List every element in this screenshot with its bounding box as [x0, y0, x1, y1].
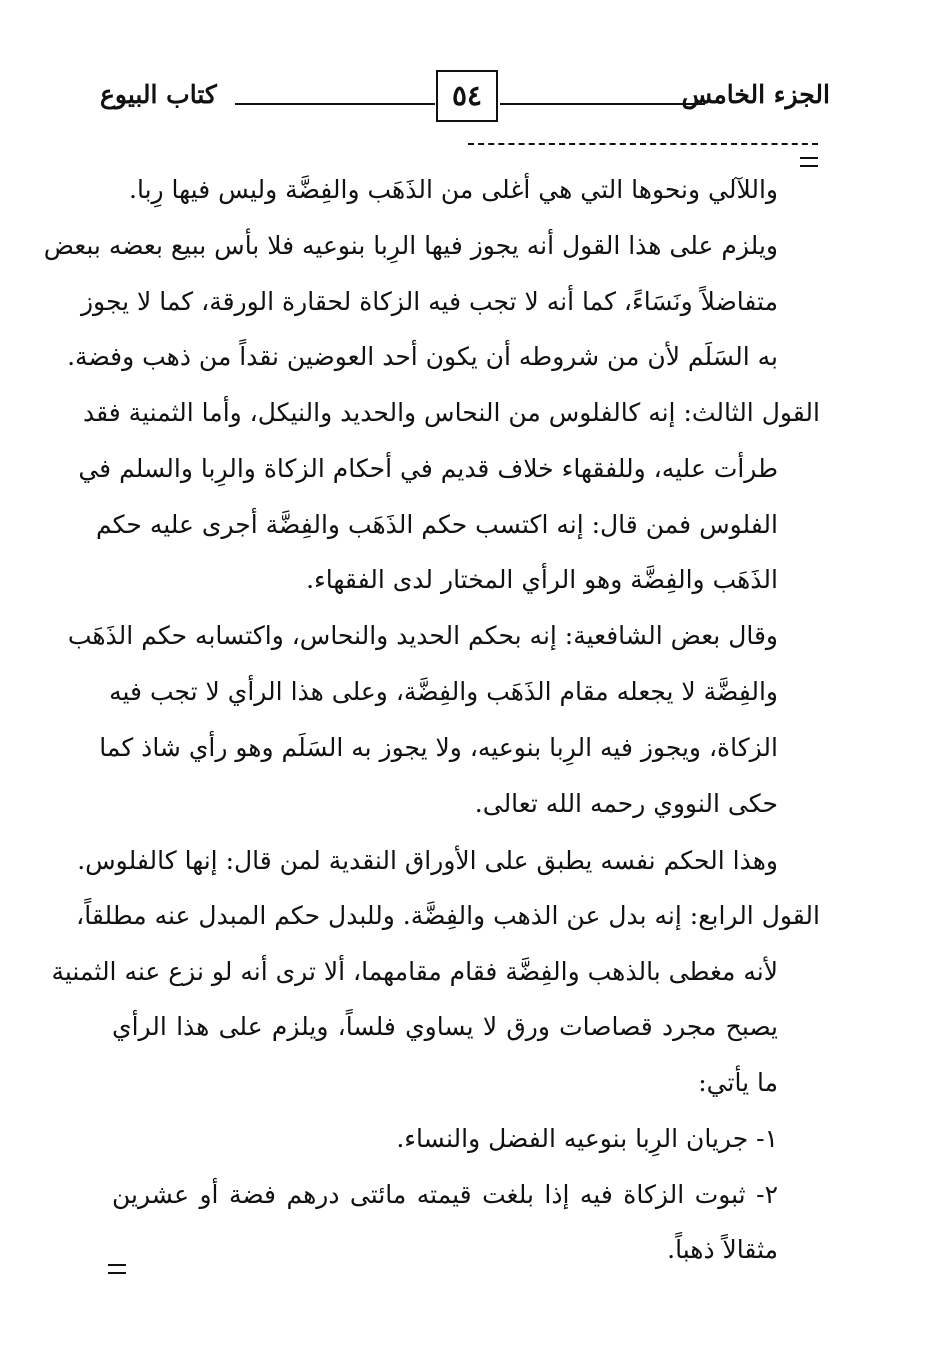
text-line: الزكاة، ويجوز فيه الرِبا بنوعيه، ولا يجوز به السَلَم وهو رأي شاذ كما — [99, 733, 778, 762]
text-line: مثقالاً ذهباً. — [667, 1235, 778, 1264]
text-line: ما يأتي: — [698, 1068, 778, 1097]
text-line: الذَهَب والفِضَّة وهو الرأي المختار لدى الفقهاء. — [306, 565, 778, 594]
text-line: ويلزم على هذا القول أنه يجوز فيها الرِبا بنوعيه فلا بأس ببيع بعضه ببعض — [43, 231, 778, 260]
text-line: يصبح مجرد قصاصات ورق لا يساوي فلساً، ويلزم على هذا الرأي — [112, 1012, 778, 1041]
text-line: طرأت عليه، وللفقهاء خلاف قديم في أحكام الزكاة والرِبا والسلم في — [78, 454, 778, 483]
text-line: حكى النووي رحمه الله تعالى. — [474, 789, 778, 818]
text-line: القول الثالث: إنه كالفلوس من النحاس والحديد والنيكل، وأما الثمنية فقد — [83, 398, 820, 427]
text-line: ١- جريان الرِبا بنوعيه الفضل والنساء. — [396, 1124, 778, 1153]
text-line: لأنه مغطى بالذهب والفِضَّة فقام مقامهما، ألا ترى أنه لو نزع عنه الثمنية — [51, 957, 778, 986]
text-line: وهذا الحكم نفسه يطبق على الأوراق النقدية لمن قال: إنها كالفلوس. — [77, 846, 778, 875]
text-line: الفلوس فمن قال: إنه اكتسب حكم الذَهَب والفِضَّة أجرى عليه حكم — [95, 510, 778, 539]
bottom-double-rule-mark — [108, 1264, 126, 1274]
text-line: واللآلي ونحوها التي هي أغلى من الذَهَب والفِضَّة وليس فيها رِبا. — [129, 175, 778, 204]
text-line: والفِضَّة لا يجعله مقام الذَهَب والفِضَّة، وعلى هذا الرأي لا تجب فيه — [109, 677, 778, 706]
header-rule-left — [235, 103, 435, 105]
book-title: كتاب البيوع — [100, 80, 217, 109]
top-double-rule-mark — [800, 157, 818, 167]
text-line: القول الرابع: إنه بدل عن الذهب والفِضَّة. وللبدل حكم المبدل عنه مطلقاً، — [76, 901, 820, 930]
volume-title: الجزء الخامس — [681, 80, 830, 109]
text-line: به السَلَم لأن من شروطه أن يكون أحد العوضين نقداً من ذهب وفضة. — [67, 342, 778, 371]
header-dashed-separator — [468, 143, 818, 145]
text-line: ٢- ثبوت الزكاة فيه إذا بلغت قيمته مائتى درهم فضة أو عشرين — [112, 1180, 778, 1209]
running-header — [100, 70, 830, 126]
header-rule-right — [500, 103, 705, 105]
page-number: ٥٤ — [436, 70, 498, 122]
text-line: متفاضلاً ونَسَاءً، كما أنه لا تجب فيه الزكاة لحقارة الورقة، كما لا يجوز — [80, 287, 778, 316]
text-line: وقال بعض الشافعية: إنه بحكم الحديد والنحاس، واكتسابه حكم الذَهَب — [67, 621, 778, 650]
